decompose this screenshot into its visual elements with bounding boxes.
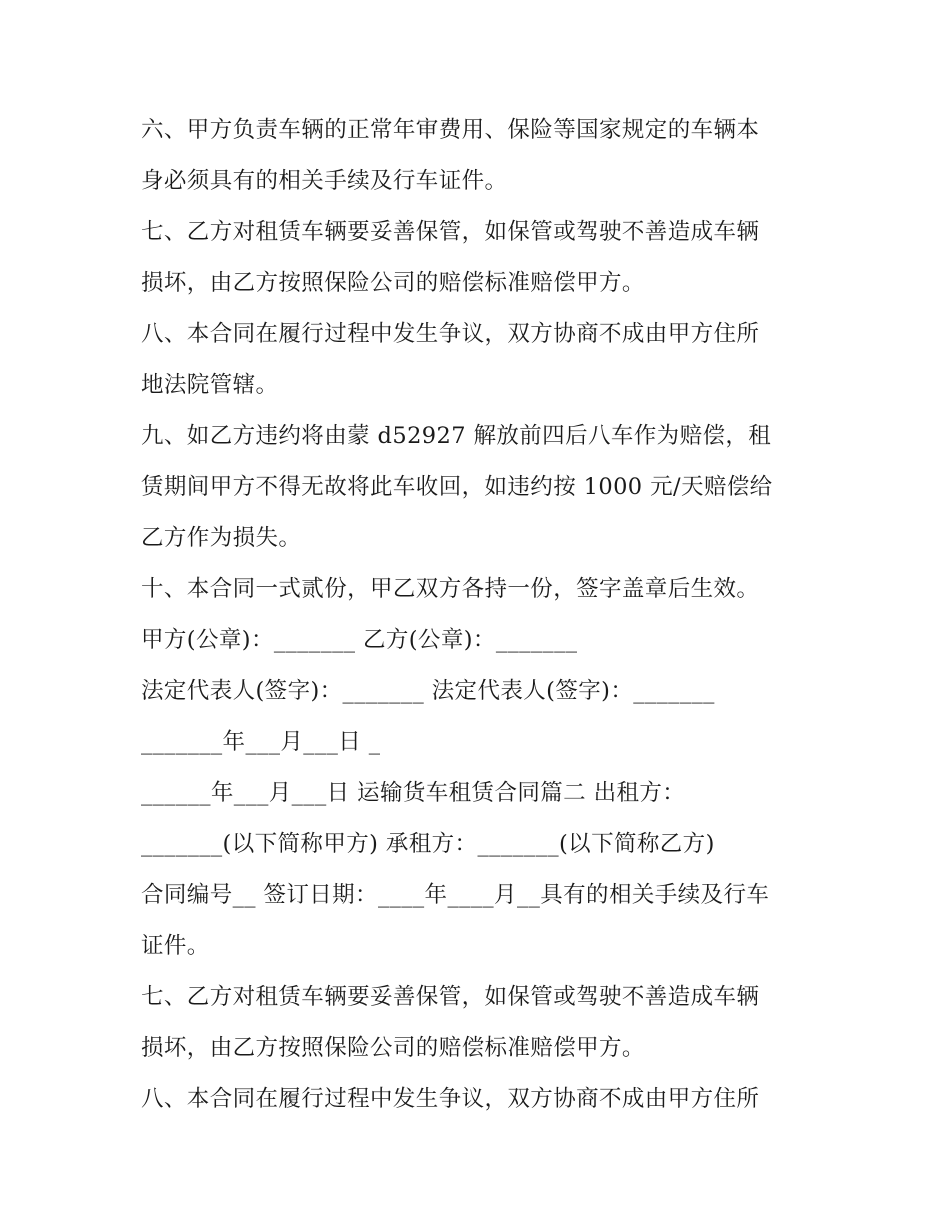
text-line: 乙方作为损失。 (141, 525, 302, 551)
document-body (141, 105, 821, 1125)
text-line: ______年___月___日 运输货车租赁合同篇二 出租方： (141, 780, 686, 806)
text-line: 损坏，由乙方按照保险公司的赔偿标准赔偿甲方。 (141, 270, 645, 296)
text-line: 十、本合同一式贰份，甲乙双方各持一份，签字盖章后生效。 (141, 576, 760, 602)
text-line: 身必须具有的相关手续及行车证件。 (141, 168, 508, 194)
signature-line-legal-rep: 法定代表人(签字)：_______ 法定代表人(签字)：_______ (141, 678, 715, 704)
text-line: 地法院管辖。 (141, 372, 279, 398)
text-line: 八、本合同在履行过程中发生争议，双方协商不成由甲方住所 (141, 321, 760, 347)
date-line: _______年___月___日 _ (141, 729, 381, 755)
text-line: 七、乙方对租赁车辆要妥善保管，如保管或驾驶不善造成车辆 (141, 219, 760, 245)
text-line: 八、本合同在履行过程中发生争议，双方协商不成由甲方住所 (141, 1086, 760, 1112)
text-line: 证件。 (141, 933, 210, 959)
text-line: _______(以下简称甲方) 承租方：_______(以下简称乙方) (141, 831, 715, 857)
text-line: 九、如乙方违约将由蒙 d52927 解放前四后八车作为赔偿，租 (141, 423, 772, 449)
text-line: 合同编号__ 签订日期：____年____月__具有的相关手续及行车 (141, 882, 770, 908)
text-line: 七、乙方对租赁车辆要妥善保管，如保管或驾驶不善造成车辆 (141, 984, 760, 1010)
text-line: 赁期间甲方不得无故将此车收回，如违约按 1000 元/天赔偿给 (141, 474, 773, 500)
signature-line-party-seal: 甲方(公章)：_______ 乙方(公章)：_______ (141, 627, 578, 653)
text-line: 六、甲方负责车辆的正常年审费用、保险等国家规定的车辆本 (141, 117, 760, 143)
text-line: 损坏，由乙方按照保险公司的赔偿标准赔偿甲方。 (141, 1035, 645, 1061)
